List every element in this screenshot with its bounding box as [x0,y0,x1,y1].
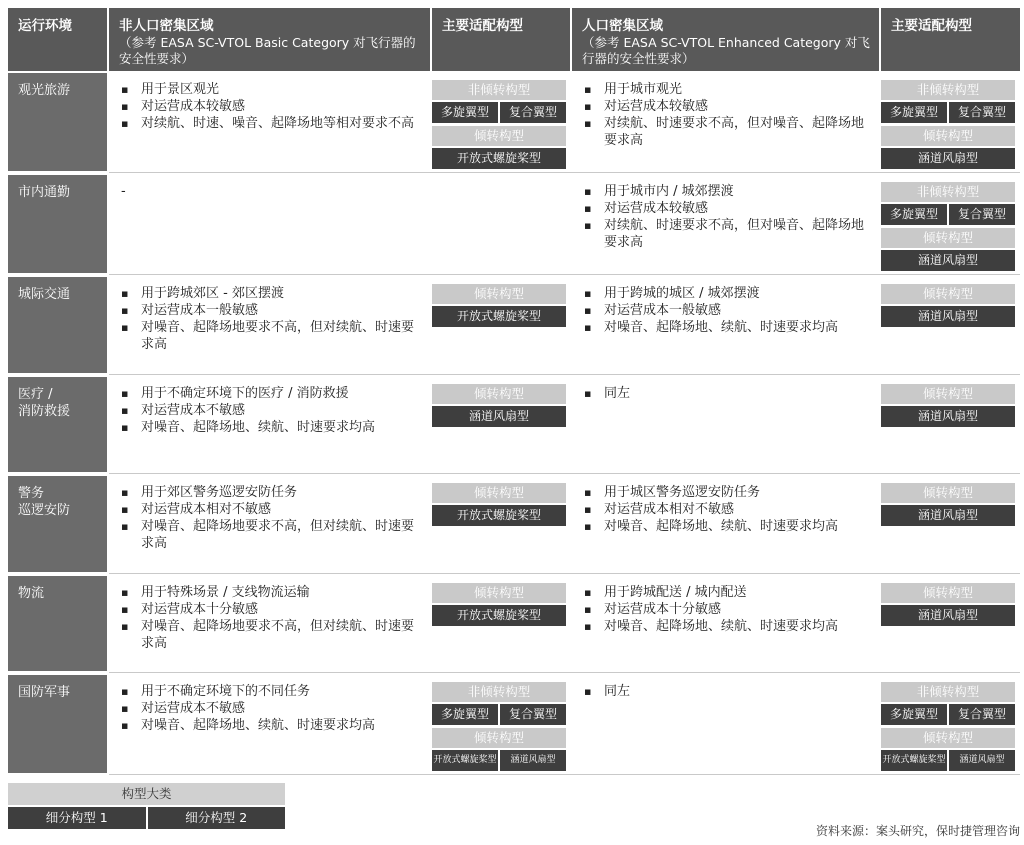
env-cell [8,275,109,375]
non-dense-desc [109,574,432,673]
non-dense-models [432,474,572,574]
model-group [432,483,566,526]
header-row [8,8,1020,71]
list-item: ▪ 对运营成本较敏感 [580,98,875,115]
model-item: 多旋翼型 [881,704,947,725]
list-item: ▪ 用于跨城配送 / 城内配送 [580,584,875,601]
model-group-title: 倾转构型 [432,483,566,503]
list-item: ▪ 用于郊区警务巡逻安防任务 [117,484,426,501]
list-item: ▪ 对运营成本较敏感 [580,200,875,217]
model-group-items [432,406,566,427]
bullet-list [117,385,426,436]
header-env: 运行环境 [8,8,109,71]
dense-models [881,574,1020,673]
list-item: ▪ 对运营成本一般敏感 [117,302,426,319]
model-group-title: 非倾转构型 [881,682,1015,702]
source-note: 资料来源：案头研究，保时捷管理咨询 [815,824,1020,838]
legend-sub-1: 细分构型 1 [8,807,146,829]
model-group [432,126,566,169]
bullet-list [580,285,875,336]
dense-desc [572,275,881,375]
model-item: 涵道风扇型 [432,406,566,427]
bullet-list [117,484,426,552]
dense-desc [572,375,881,474]
header-dense [572,8,881,71]
non-dense-models [432,173,572,275]
model-item: 开放式螺旋桨型 [432,750,498,771]
model-group-items [881,750,1015,771]
non-dense-models [432,275,572,375]
model-group [881,80,1015,123]
model-item: 涵道风扇型 [881,406,1015,427]
model-group-title: 倾转构型 [881,483,1015,503]
legend-row [8,807,285,829]
table-row [8,275,1020,375]
model-group-title: 倾转构型 [432,126,566,146]
list-item: ▪ 同左 [580,683,875,700]
header-non-dense-sub: （参考 EASA SC-VTOL Basic Category 对飞行器的安全性要求） [119,35,416,66]
dense-models [881,375,1020,474]
model-item: 复合翼型 [500,704,566,725]
list-item: ▪ 对续航、时速、噪音、起降场地等相对要求不高 [117,115,426,132]
list-item: ▪ 用于城市观光 [580,81,875,98]
table-row [8,173,1020,275]
header-models-2: 主要适配构型 [881,8,1020,71]
bullet-list [580,584,875,635]
dense-models [881,71,1020,173]
model-group [881,682,1015,725]
model-item: 复合翼型 [949,102,1015,123]
model-item: 涵道风扇型 [881,306,1015,327]
model-group-title: 倾转构型 [432,284,566,304]
table-row [8,574,1020,673]
env-label: 物流 [18,586,45,601]
table-row [8,474,1020,574]
table-row [8,71,1020,173]
model-item: 涵道风扇型 [881,505,1015,526]
bullet-list [117,584,426,652]
non-dense-desc [109,275,432,375]
model-group-items [432,704,566,725]
model-group-items [881,406,1015,427]
env-cell [8,375,109,474]
list-item: ▪ 对噪音、起降场地要求不高，但对续航、时速要求高 [117,319,426,353]
dense-desc [572,474,881,574]
header-non-dense-title: 非人口密集区域 [119,18,214,34]
dense-desc [572,574,881,673]
model-item: 多旋翼型 [881,102,947,123]
non-dense-desc [109,673,432,775]
model-group-title: 倾转构型 [881,284,1015,304]
dense-models [881,173,1020,275]
list-item: ▪ 对运营成本一般敏感 [580,302,875,319]
model-group [881,483,1015,526]
model-group-items [432,102,566,123]
env-label: 医疗 / [18,387,53,402]
model-group-title: 倾转构型 [881,126,1015,146]
model-group [881,583,1015,626]
model-item: 开放式螺旋桨型 [432,505,566,526]
model-group [432,384,566,427]
list-item: ▪ 用于跨城郊区 - 郊区摆渡 [117,285,426,302]
non-dense-models [432,574,572,673]
model-group [881,126,1015,169]
list-item: ▪ 对运营成本相对不敏感 [580,501,875,518]
header-non-dense [109,8,432,71]
env-cell [8,474,109,574]
env-label: 观光旅游 [18,83,71,98]
model-group-title: 倾转构型 [881,728,1015,748]
model-item: 复合翼型 [949,204,1015,225]
model-group [432,728,566,771]
model-item: 复合翼型 [949,704,1015,725]
env-cell [8,173,109,275]
env-label: 巡逻安防 [18,503,71,518]
model-group-title: 倾转构型 [881,583,1015,603]
model-group-title: 非倾转构型 [881,80,1015,100]
model-group-title: 非倾转构型 [881,182,1015,202]
list-item: ▪ 对运营成本不敏感 [117,700,426,717]
list-item: ▪ 用于景区观光 [117,81,426,98]
model-group-items [432,750,566,771]
model-group-items [432,148,566,169]
model-item: 开放式螺旋桨型 [432,306,566,327]
model-item: 多旋翼型 [432,704,498,725]
list-item: ▪ 用于不确定环境下的不同任务 [117,683,426,700]
env-label: 警务 [18,486,45,501]
header-models-1: 主要适配构型 [432,8,572,71]
model-group-items [881,704,1015,725]
model-group-title: 倾转构型 [432,384,566,404]
model-group-title: 倾转构型 [432,583,566,603]
list-item: ▪ 用于城市内 / 城郊摆渡 [580,183,875,200]
list-item: ▪ 对噪音、起降场地、续航、时速要求均高 [580,518,875,535]
list-item: ▪ 对续航、时速要求不高，但对噪音、起降场地要求高 [580,115,875,149]
bullet-list [117,285,426,353]
non-dense-models [432,71,572,173]
env-label: 国防军事 [18,685,71,700]
list-item: ▪ 用于城区警务巡逻安防任务 [580,484,875,501]
model-group-items [432,306,566,327]
non-dense-desc [109,173,432,275]
dense-desc [572,71,881,173]
model-item: 多旋翼型 [432,102,498,123]
non-dense-desc [109,474,432,574]
header-dense-title: 人口密集区域 [582,18,663,34]
model-group [881,228,1015,271]
legend-category: 构型大类 [8,783,285,805]
list-item: ▪ 对噪音、起降场地要求不高，但对续航、时速要求高 [117,518,426,552]
model-group [881,182,1015,225]
table-row [8,375,1020,474]
model-group [881,384,1015,427]
bullet-list [580,81,875,149]
bullet-list [117,683,426,734]
list-item: ▪ 对运营成本十分敏感 [117,601,426,618]
model-item: 开放式螺旋桨型 [881,750,947,771]
list-item: ▪ 用于不确定环境下的医疗 / 消防救援 [117,385,426,402]
model-item: 开放式螺旋桨型 [432,148,566,169]
model-group [881,284,1015,327]
model-group-items [881,306,1015,327]
legend [8,783,285,829]
list-item: ▪ 对噪音、起降场地、续航、时速要求均高 [580,618,875,635]
env-cell [8,673,109,775]
table-row [8,673,1020,775]
model-item: 涵道风扇型 [881,250,1015,271]
dense-models [881,275,1020,375]
model-group-title: 倾转构型 [881,384,1015,404]
list-item: ▪ 对噪音、起降场地、续航、时速要求均高 [117,717,426,734]
bullet-list [580,183,875,251]
list-item: ▪ 对噪音、起降场地、续航、时速要求均高 [580,319,875,336]
list-item: ▪ 对续航、时速要求不高，但对噪音、起降场地要求高 [580,217,875,251]
model-group-items [432,605,566,626]
table-body [8,71,1020,775]
model-item: 复合翼型 [500,102,566,123]
header-dense-sub: （参考 EASA SC-VTOL Enhanced Category 对飞行器的安全性要求） [582,35,870,66]
non-dense-models [432,673,572,775]
empty-dash: - [121,184,126,199]
list-item: ▪ 对噪音、起降场地要求不高，但对续航、时速要求高 [117,618,426,652]
dense-models [881,474,1020,574]
model-group [432,583,566,626]
model-group-items [432,505,566,526]
non-dense-models [432,375,572,474]
list-item: ▪ 用于跨城的城区 / 城郊摆渡 [580,285,875,302]
dense-desc [572,673,881,775]
model-item: 多旋翼型 [881,204,947,225]
list-item: ▪ 对运营成本较敏感 [117,98,426,115]
env-cell [8,574,109,673]
dense-desc [572,173,881,275]
model-group-items [881,505,1015,526]
list-item: ▪ 同左 [580,385,875,402]
bullet-list [580,683,875,700]
list-item: ▪ 用于特殊场景 / 支线物流运输 [117,584,426,601]
non-dense-desc [109,71,432,173]
legend-sub-2: 细分构型 2 [148,807,286,829]
bullet-list [580,385,875,402]
model-item: 涵道风扇型 [949,750,1015,771]
env-cell [8,71,109,173]
model-item: 开放式螺旋桨型 [432,605,566,626]
env-label: 市内通勤 [18,185,71,200]
model-group [432,80,566,123]
model-group [432,284,566,327]
non-dense-desc [109,375,432,474]
list-item: ▪ 对运营成本十分敏感 [580,601,875,618]
model-group-title: 非倾转构型 [432,682,566,702]
list-item: ▪ 对运营成本不敏感 [117,402,426,419]
model-item: 涵道风扇型 [500,750,566,771]
model-group-items [881,204,1015,225]
list-item: ▪ 对噪音、起降场地、续航、时速要求均高 [117,419,426,436]
vtol-config-table [8,8,1020,775]
bullet-list [117,81,426,132]
model-item: 涵道风扇型 [881,148,1015,169]
model-group-items [881,250,1015,271]
bullet-list [580,484,875,535]
model-group-items [881,605,1015,626]
env-label: 城际交通 [18,287,71,302]
model-group [881,728,1015,771]
env-label: 消防救援 [18,404,71,419]
model-group [432,682,566,725]
model-item: 涵道风扇型 [881,605,1015,626]
model-group-items [881,102,1015,123]
model-group-title: 倾转构型 [881,228,1015,248]
model-group-title: 非倾转构型 [432,80,566,100]
model-group-items [881,148,1015,169]
dense-models [881,673,1020,775]
list-item: ▪ 对运营成本相对不敏感 [117,501,426,518]
model-group-title: 倾转构型 [432,728,566,748]
